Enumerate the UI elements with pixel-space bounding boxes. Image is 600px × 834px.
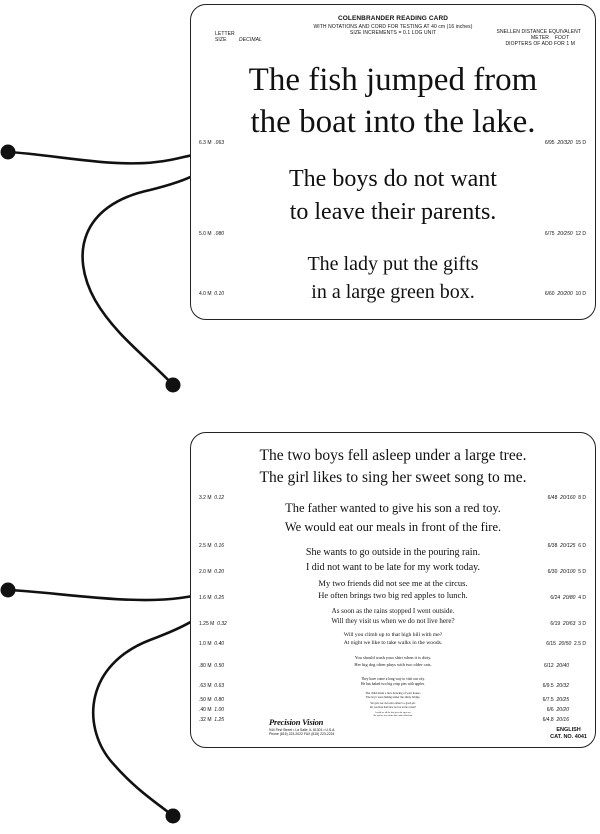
passage-line: The lady put the gifts: [307, 253, 479, 275]
letter-size: 2.5 M: [199, 543, 212, 549]
acuity-left: [199, 140, 224, 146]
meter: 6/7.5: [542, 697, 554, 703]
passage-line: They have come a long way to visit our city.: [361, 677, 425, 681]
acuity-left: [199, 595, 224, 601]
foot: 20/100: [560, 569, 576, 575]
letter-size: 3.2 M: [199, 495, 212, 501]
passage-line: My two friends did not see me at the circus.: [318, 578, 468, 588]
reading-passage: [191, 250, 595, 306]
card-footer: [550, 727, 587, 741]
top-cord-knob-bottom: [166, 378, 181, 393]
header-foot: FOOT: [554, 35, 569, 41]
passage-line: The girl likes to sing her sweet song to me.: [259, 469, 527, 486]
decimal: 0.16: [214, 543, 225, 549]
decimal: 1.25: [214, 717, 225, 723]
passage-line: I could see all the fish go to the open sea.: [374, 712, 412, 714]
acuity-left: [199, 291, 224, 297]
reading-passage: [191, 577, 595, 601]
card-subtitle-1: WITH NOTATIONS AND CORD FOR TESTING AT 40 cm (16 inches): [313, 24, 473, 30]
meter: 6/9.5: [542, 683, 554, 689]
acuity-left: [199, 663, 224, 669]
letter-size: 1.6 M: [199, 595, 212, 601]
letter-size: 1.0 M: [199, 641, 212, 647]
meter: 6/12: [543, 663, 554, 669]
passage-line: As soon as the rains stopped I went outside.: [331, 607, 455, 615]
passage-line: The two boys fell asleep under a large tree.: [259, 447, 527, 464]
meter: 6/24: [550, 595, 561, 601]
acuity-right: [545, 140, 586, 146]
header-meter: METER: [531, 35, 549, 41]
meter: 6/4.8: [542, 717, 554, 723]
decimal: 0.63: [214, 683, 225, 689]
foot: 20/25: [556, 697, 569, 703]
letter-size: 5.0 M: [199, 231, 212, 237]
reading-passage: [191, 677, 595, 687]
meter: 6/75: [544, 231, 555, 237]
acuity-right: [543, 717, 569, 723]
decimal: 0.20: [214, 569, 225, 575]
bottom-cord-knob-left: [1, 583, 16, 598]
foot: 20/125: [560, 543, 576, 549]
passage-line: I did not want to be late for my work today.: [305, 562, 481, 573]
letter-size: 6.3 M: [199, 140, 212, 146]
add: 10 D: [575, 291, 586, 297]
company-address: [269, 728, 335, 736]
passage-line: in a large green box.: [311, 281, 475, 303]
letter-size: .63 M: [199, 683, 212, 689]
foot: 20/320: [557, 140, 573, 146]
meter: 6/60: [544, 291, 555, 297]
foot: 20/63: [562, 621, 576, 627]
passage-line: At night we like to take walks in the woods.: [343, 640, 443, 646]
reading-passage: [191, 712, 595, 718]
acuity-left: [199, 683, 224, 689]
header-decimal: DECIMAL: [239, 37, 262, 43]
passage-line: Will they visit us when we do not live here?: [331, 617, 455, 625]
letter-size: .50 M: [199, 697, 212, 703]
brand-logo: Precision Vision: [269, 717, 324, 727]
add: 3 D: [578, 621, 586, 627]
add: 15 D: [575, 140, 586, 146]
passage-line: The fish jumped from: [248, 62, 538, 98]
letter-size: .40 M: [199, 707, 212, 713]
add: 5 D: [578, 569, 586, 575]
passage-line: He has baked two big crisp pies with apples.: [361, 682, 425, 687]
foot: 20/80: [562, 595, 576, 601]
top-cord-hanging: [83, 156, 208, 385]
add: 4 D: [578, 595, 586, 601]
passage-line: The boys do not want: [289, 166, 497, 192]
decimal: 0.32: [217, 621, 227, 627]
header-diopters: DIOPTERS OF ADD FOR 1 M: [505, 41, 575, 47]
acuity-left: [199, 231, 224, 237]
meter: 6/95: [544, 140, 555, 146]
bottom-cord-left: [8, 590, 210, 600]
add: 8 D: [578, 495, 586, 501]
passage-line: The child made a nice drawing of your house.: [365, 691, 421, 695]
acuity-left: [199, 641, 224, 647]
letter-size: .32 M: [199, 717, 212, 723]
reading-passage: [191, 655, 595, 668]
decimal: 0.10: [214, 291, 225, 297]
reading-passage: [191, 702, 595, 709]
passage-line: the boat into the lake.: [250, 104, 536, 140]
letter-size: 1.25 M: [199, 621, 215, 627]
reading-passage: [191, 499, 595, 537]
foot: 20/32: [556, 683, 569, 689]
decimal: 0.80: [214, 697, 225, 703]
header-snellen: SNELLEN DISTANCE EQUIVALENT: [496, 29, 581, 35]
bottom-cord-knob-bottom: [166, 809, 181, 824]
passage-line: The father wanted to give his son a red toy.: [285, 501, 501, 515]
reading-passage: [191, 59, 595, 143]
foot: 20/20: [556, 707, 569, 713]
reading-card-front: [190, 4, 596, 320]
top-cord-knob-left: [1, 145, 16, 160]
acuity-left: [199, 569, 224, 575]
acuity-right: [548, 569, 586, 575]
passage-line: The boys were hiding under the shiny bridge.: [365, 695, 421, 700]
decimal: .080: [214, 231, 225, 237]
letter-size: 2.0 M: [199, 569, 212, 575]
acuity-left: [199, 717, 224, 723]
language-label: ENGLISH: [556, 727, 581, 733]
acuity-right: [550, 595, 586, 601]
meter: 6/19: [550, 621, 561, 627]
acuity-right: [546, 641, 586, 647]
card-subtitle-2: SIZE INCREMENTS = 0.1 LOG UNIT: [349, 30, 437, 36]
passage-line: We gave our own extra ticket to a good pal.: [370, 702, 416, 705]
passage-line: to leave their parents.: [289, 199, 497, 225]
meter: 6/6: [546, 707, 554, 713]
foot: 20/16: [556, 717, 569, 723]
decimal: 0.40: [214, 641, 225, 647]
foot: 20/200: [557, 291, 573, 297]
decimal: 0.50: [214, 663, 225, 669]
reading-passage: [191, 163, 595, 229]
reading-passage: [191, 631, 595, 647]
reading-passage: [191, 691, 595, 699]
reading-passage: [191, 445, 595, 489]
foot: 20/250: [557, 231, 573, 237]
header-letter: LETTER: [215, 31, 235, 37]
foot: 20/50: [558, 641, 572, 647]
acuity-right: [550, 621, 586, 627]
foot: 20/40: [556, 663, 569, 669]
foot: 20/160: [560, 495, 576, 501]
decimal: 1.00: [214, 707, 225, 713]
reading-card-back: [190, 432, 596, 748]
passage-line: Her big dog often plays with two older cats.: [354, 661, 432, 667]
decimal: .063: [214, 140, 225, 146]
reading-passage: [191, 545, 595, 575]
passage-line: He often brings two big red apples to lunch.: [318, 590, 468, 600]
passage-line: Do you have their new red car at the corner?: [369, 705, 417, 709]
add: 6 D: [578, 543, 586, 549]
passage-line: We would eat our meals in front of the fire.: [284, 520, 502, 534]
passage-line: She got her new white shoes and a black hat.: [373, 715, 413, 718]
acuity-right: [544, 663, 569, 669]
passage-line: Will you climb up to that high hill with me?: [343, 632, 443, 638]
add: 12 D: [575, 231, 586, 237]
address-line: 944 First Street • La Salle, IL 61301 • U.S.A.: [269, 728, 336, 732]
top-cord-left: [8, 152, 207, 163]
acuity-right: [543, 683, 569, 689]
passage-line: You should wash your shirt when it is dirty.: [354, 655, 432, 660]
meter: 6/48: [547, 495, 558, 501]
meter: 6/30: [547, 569, 558, 575]
acuity-right: [545, 231, 586, 237]
card-title: COLENBRANDER READING CARD: [337, 15, 449, 22]
acuity-left: [199, 621, 227, 627]
letter-size: .80 M: [199, 663, 212, 669]
acuity-right: [545, 291, 586, 297]
meter: 6/15: [546, 641, 556, 647]
address-line: Phone (815) 223-2022 FAX (815) 223-2224: [269, 732, 335, 737]
decimal: 0.25: [214, 595, 225, 601]
letter-size: 4.0 M: [199, 291, 212, 297]
add: 2.5 D: [574, 641, 586, 647]
decimal: 0.12: [214, 495, 225, 501]
header-size: SIZE: [215, 37, 227, 43]
meter: 6/38: [547, 543, 558, 549]
reading-passage: [191, 606, 595, 626]
passage-line: She wants to go outside in the pouring rain.: [305, 547, 481, 558]
catalog-number: CAT. NO. 4041: [550, 734, 587, 740]
